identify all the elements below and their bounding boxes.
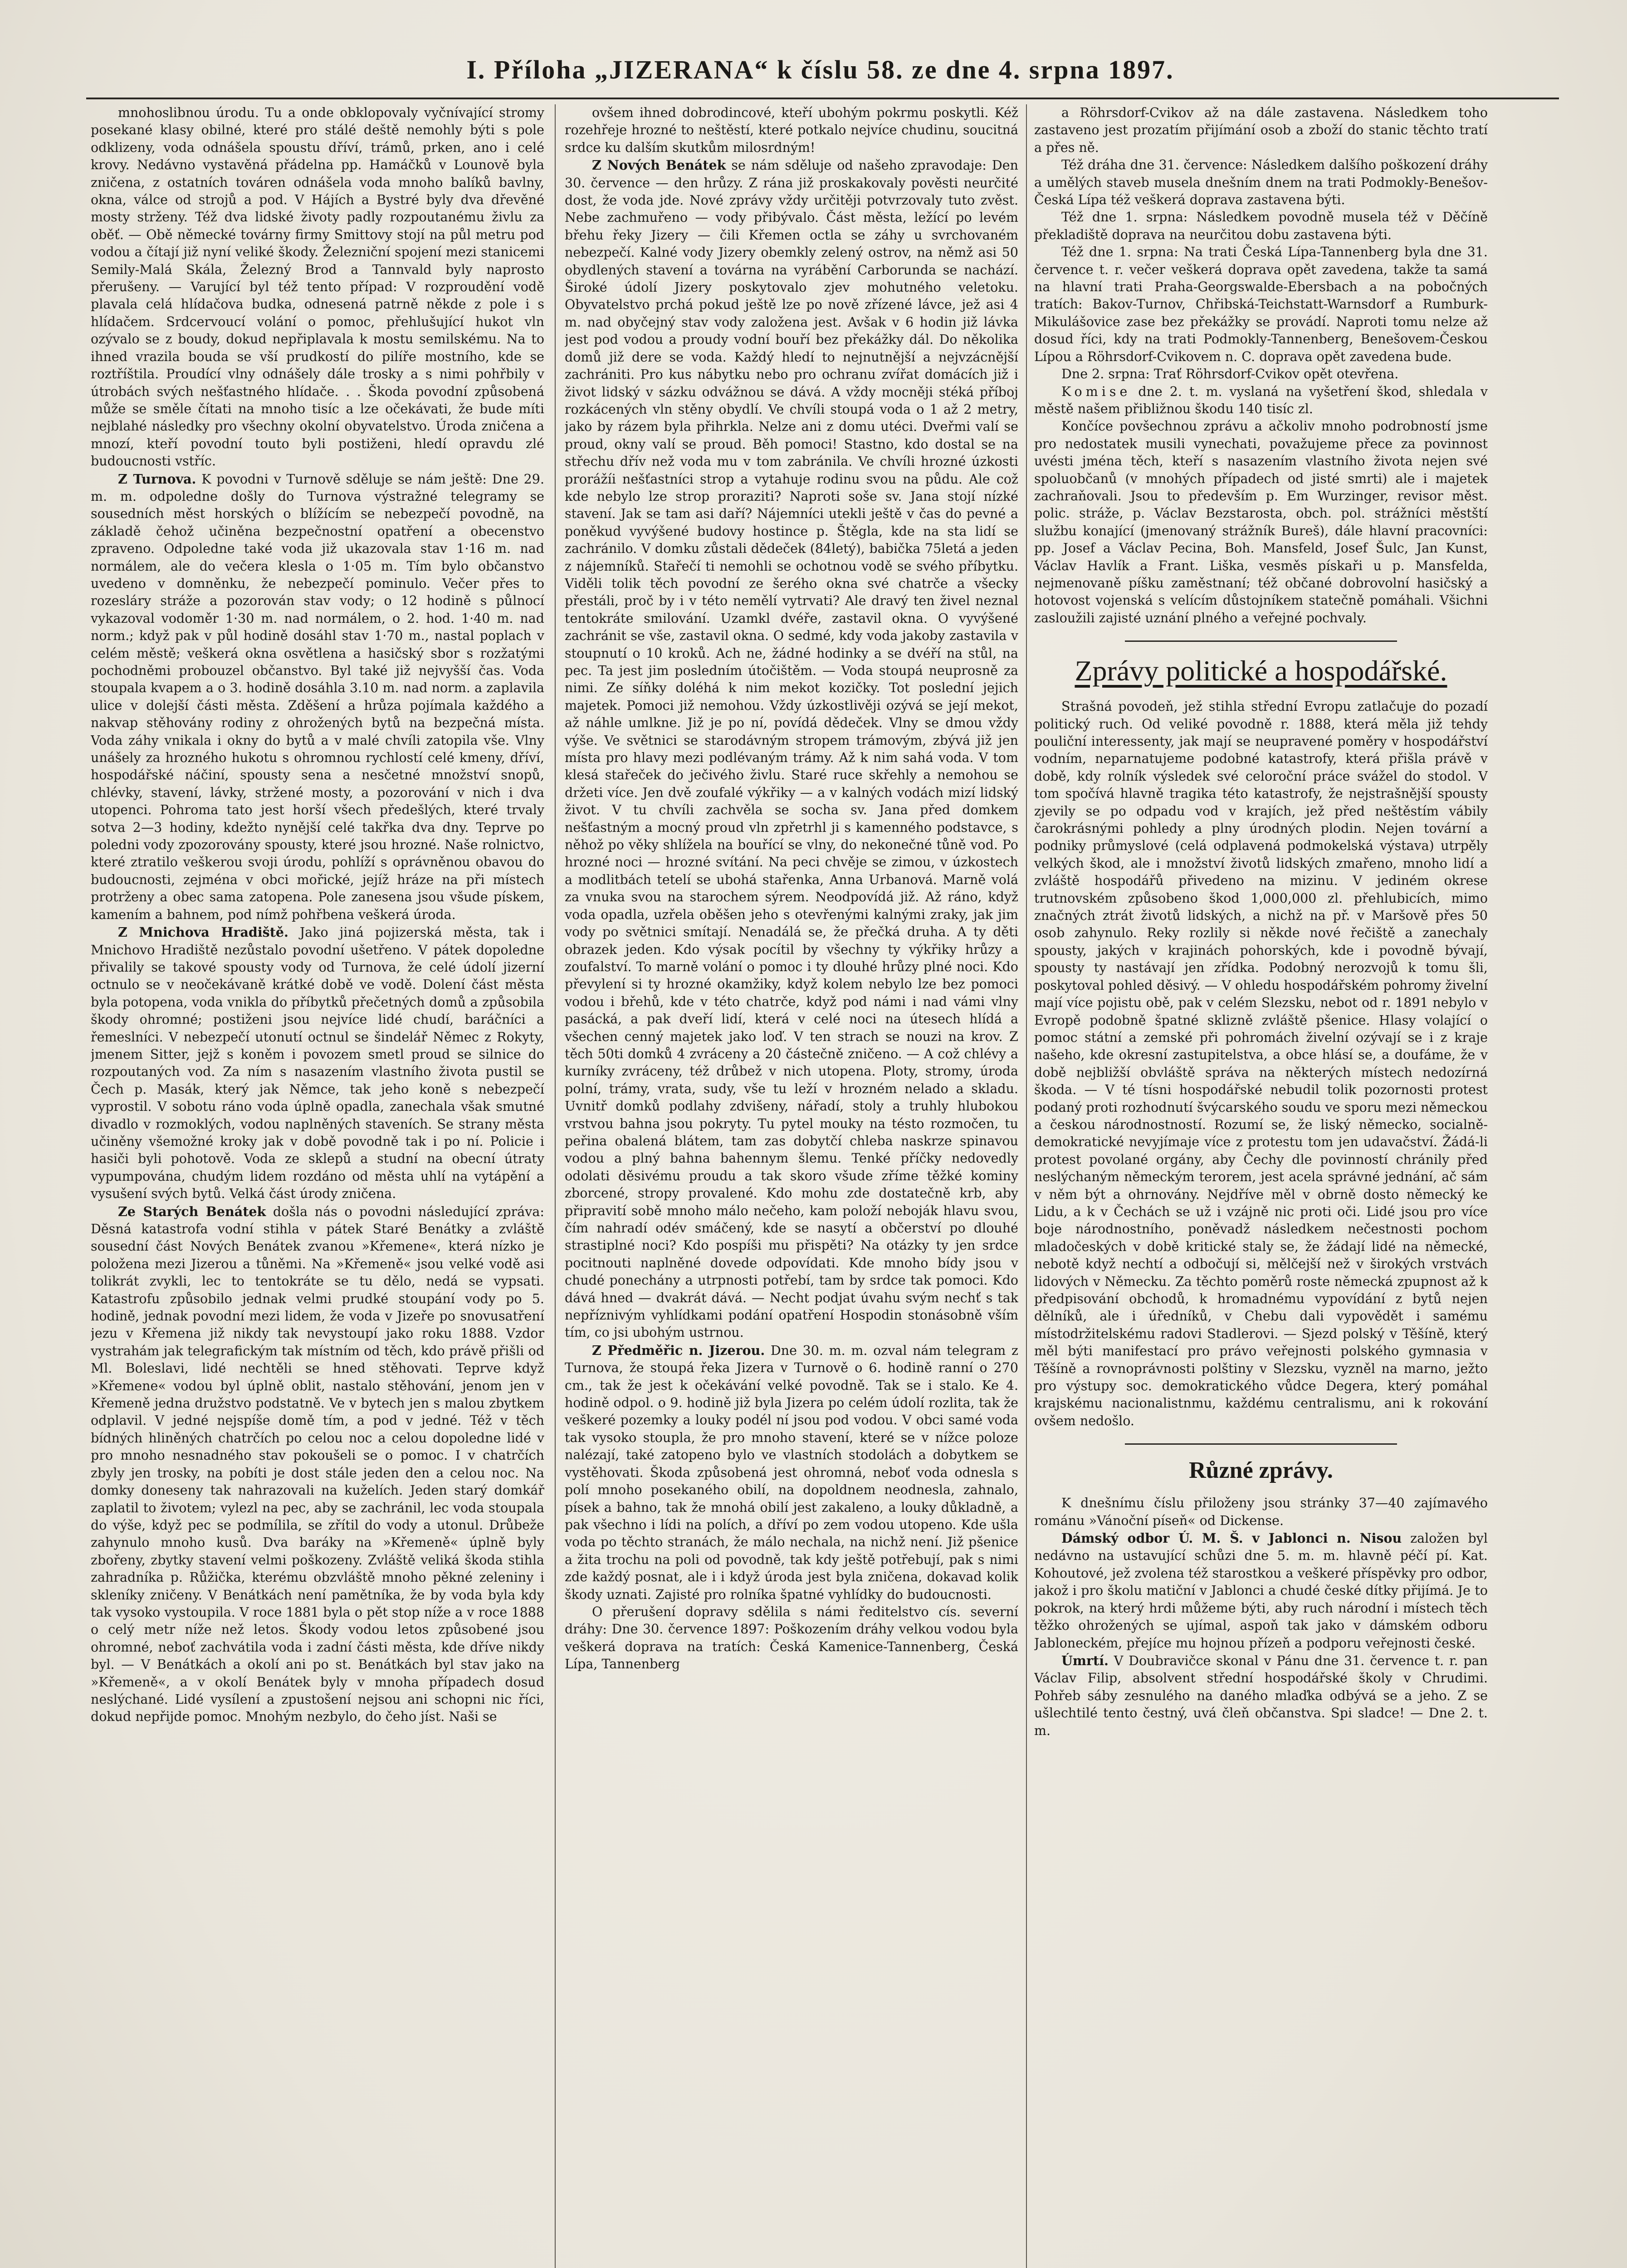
article-paragraph [565,156,1018,1342]
text-column-3 [1034,104,1488,2268]
page-title: I. Příloha „JIZERANA“ k číslu 58. ze dne 4. srpna 1897. [466,55,1174,84]
paragraph-text: ovšem ihned dobrodincové, kteří ubohým pokrmu poskytli. Kéž rozehřeje hrozné to neštěstí, které potkalo nejvíce chudinu, soucitná srdce ku dalším skutkům milosrdným! [565,105,1018,155]
article-paragraph [1034,698,1488,1430]
paragraph-text: Též dne 1. srpna: Následkem povodně musela též v Děčíně překladiště doprava na neurčitou dobu zastavena býti. [1034,210,1488,242]
article-heading: Z Předměřic n. Jizerou. [592,1342,765,1358]
article-paragraph [1034,209,1488,244]
spaced-lead: Komise [1061,384,1131,399]
column-divider [555,104,556,2268]
section-rule [1125,1443,1397,1445]
paragraph-text: O přerušení dopravy sdělila s námi ředitelstvo cís. severní dráhy: Dne 30. července 1897: Poškozením dráhy velkou vodou byla veškerá doprava na tratích: Česká Kamenice-Tannenberg, Česká Lípa, Tannenberg [565,1604,1018,1672]
article-heading: Dámský odbor Ú. M. Š. v Jablonci n. Nisou [1061,1530,1402,1546]
section-heading: Různé zprávy. [1189,1457,1333,1484]
section-rule [1125,640,1397,642]
article-paragraph [1034,366,1488,383]
article-paragraph [1034,104,1488,156]
paragraph-text: Též dráha dne 31. července: Následkem dalšího poškození dráhy a umělých staveb musela dnešním dnem na trati Podmokly-Benešov-Česká Lípa též veškerá doprava zastavena býti. [1034,157,1488,208]
header-rule [86,98,1559,99]
article-paragraph [1034,1530,1488,1652]
article-paragraph [565,104,1018,156]
paragraph-text: Strašná povodeň, jež stihla střední Evropu zatlačuje do pozadí politický ruch. Od veliké povodně r. 1888, která měla již tehdy pouliční interessenty, jak mají se neupravené poměry v hospodářství vodním, neparnatujeme podobné katastrofy, která přišla právě v době, kdy rolník výsledek své celoroční práce svážel do stodol. V tom spočívá hlavně tragika této katastrofy, že nejstrašnější spousty zjevily se po odpadu vod v krajích, jež před neštěstím vábily čarokrásnými pohledy a plny úrodných plodin. Nejen tovární a podniky průmyslové (celá odplavená podmokelská výstava) utrpěly velkých škod, ale i množství životů lidských zmařeno, mnoho lidí a zvláště hospodářů přivedeno na mizinu. V jediném okrese trutnovském způsobeno škod 1,000,000 zl. přehlubicích, mimo značných ztrát životů lidských, a nichž na př. v Maršově přes 50 osob zahynulo. Reky rozlily si někde nové řečiště a zanechaly spousty, jakých v krajinách pohorských, kde i povodně bývají, spousty ty nastávají jen zřídka. Podobný nerozvojů k tomu šli, poskytoval pohled děsivý. — V ohledu hospodářském pohromy živelní mají více pojistu obě, pak v celém Slezsku, nebot od r. 1891 nebylo v Evropě podobně špatné sklizně zvláště pšenice. Hlasy volající o pomoc státní a zemské při pohromách živelní ozývají se i z kraje našeho, kde okresní zastupitelstva, a obce hlásí se, a doufáme, že v době nejbližší obvláště správa na některých místech nedozírná škoda. — V té tísni hospodářské nebudil tolik pozornosti protest podaný proti rozhodnutí švýcarského soudu ve sporu mezi německou a českou národnostností. Rozumí se, že liský německo, socialně-demokratické nevyjímaje více z protestu tom jen udavačství. Žádá-li protest povolané orgány, aby Čechy dle povinností chránily před neslýchaným německým terorem, jest acela správné jednání, ač sám v něm být a ohrnovány. Nejdříve měl v obrně dosto německý ke Lidu, a k v Čechách se už i vzájně nic proti oči. Lidé jsou pro více boje národnostního, poněvadž následkem nečestnosti pochom mladočeských v době kritické staly se, že žádají lidé na německé, nebotě když nechtí a odbočují si, mělčejší než v širokých vrstvách lidových v Německu. Za těchto poměrů roste německá zpupnost až k předpisování obchodů, k hromadnému vypovídání z bytů nejen dělníků, ale i úředníků, v Chebu dali vypovědět i samému místodržitelskému radovi Stadlerovi. — Sjezd polský v Těšíně, který měl býti manifestací pro právo veřejnosti polského gymnasia v Těšíně a rovnoprávnosti polštiny v Slezsku, vyzněl na marno, ježto pro výstupy soc. demokratického vůdce Degera, který pomáhal krajskému nacionalistnmu, každému centralismu, ani k rokování ovšem nedošlo. [1034,699,1488,1428]
paragraph-text: Jako jiná pojizerská města, tak i Mnichovo Hradiště nezůstalo povodní ušetřeno. V pátek dopoledne přivalily se takové spousty vody od Turnova, že celé údolí jizerní octnulo se v neočekávaně krátké době ve vodě. Dolení část města byla potopena, voda vnikla do příbytků přečetných domů a způsobila škody ohromné; postiženi jsou nejvíce lidé chudí, baráčníci a řemeslníci. V nebezpečí utonutí octnul se šindelář Němec z Rokyty, jmenem Sitter, jejž s koněm i povozem smetl proud se silnice do rozpoutaných vod. Za ním s nasazením vlastního života pustil se Čech p. Masák, který jak Němce, tak jeho koně s nebezpečí vyprostil. V sobotu ráno voda úplně opadla, zanechala však smutné divadlo v rozmoklých, vodou naplněných staveních. Se strany města učiněny všemožné kroky jak v době povodně tak i po ní. Policie i hasiči byli pohotově. Voda ze sklepů a studní na obecní útraty vypumpována, chudým lidem rozdáno od města uhlí na vytápění a vysušení svých bytů. Velká část úrody zničena. [91,925,544,1202]
paragraph-text: Dne 2. srpna: Trať Röhrsdorf-Cvikov opět otevřena. [1061,367,1399,382]
article-heading: Úmrtí. [1061,1652,1109,1668]
paragraph-text: a Röhrsdorf-Cvikov až na dále zastavena. Následkem toho zastaveno jest prozatím přijímání osob a zboží do stanic těchto tratí a přes ně. [1034,105,1488,155]
paragraph-text: mnohoslibnou úrodu. Tu a onde obklopovaly vyčnívající stromy posekané klasy obilné, které pro stálé deště nemohly býti s pole odklizeny, voda odnášela spoustu dříví, trámů, prken, ano i celé krovy. Nedávno vystavěná přádelna pp. Hamáčků v Lounově byla zničena, z ostatních továren odnášela voda mnoho balíků bavlny, okna, válce od strojů a pod. V Hájích a Bystré byly dva dřevěné mosty strženy. Též dva lidské životy padly rozpoutanému živlu za oběť. — Obě německé továrny firmy Smittovy stojí na půl metru pod vodou a čítají již nyní veliké škody. Železniční spojení mezi stanicemi Semily-Malá Skála, Železný Brod a Tannvald byly naprosto přerušeny. — Varující byl též tento případ: V rozproudění vodě plavala celá hlídačova budka, odnesená patrně někde z pole i s hlídačem. Srdcervoucí volání o pomoc, přehlušující hukot vln ozývalo se z boudy, dokud nepřiplavala k mostu semilskému. Na to ihned vrazila bouda se vší prudkostí do pilíře mostního, kde se roztříštila. Proudící vlny odnášely dále trosky a s nimi pohřbily v útrobách svých nešťastného hlídače. . . Škoda povodní způsobená může se směle čítati na mnoho tisíc a lze očekávati, že bude míti nejblahé následky pro všechny okolní obyvatelstvo. Úroda zničena a mnozí, kteří povodní touto byli postiženi, hledí opravdu zlé budoucnosti vstříc. [91,105,544,469]
paragraph-text: založen byl nedávno na ustavující schůzi dne 5. m. m. hlavně péčí pí. Kat. Kohoutové, jež zvolena též starostkou a veškeré příspěvky pro odbor, jakož i pro školu matiční v Jablonci a chudé české dítky přijímá. Je to pokrok, na který hrdi můžeme býti, aby ruch národní i místech těch těžko ohrožených se ujímal, aspoň tak jako v dámském odboru Jabloneckém, přejíce mu hojnou přízeň a podporu veřejnosti české. [1034,1531,1488,1651]
article-heading: Z Mnichova Hradiště. [118,924,288,940]
paragraph-text: Končíce povšechnou zprávu a ačkoliv mnoho podrobností jsme pro nedostatek musili vynechati, považujeme přece za povinnost uvésti jména těch, kteří s nasazením vlastního života nejen své spoluobčanů (v mnohých případech od jisté smrti) ale i majetek zachraňovali. Jsou to především p. Em Wurzinger, revisor měst. polic. stráže, p. Václav Bezstarosta, obch. pol. strážníci městští službu konající (jmenovaný strážník Bureš), dále hlavní pracovníci: pp. Josef a Václav Pecina, Boh. Mansfeld, Josef Šulc, Jan Kunst, Václav Havlík a Frant. Liška, vesměs pískaři u p. Mansfelda, nejmenovaně píšku zaměstnaní; též občané dobrovolní hasičský a hotovost vojenská s velícím důstojníkem statečně pomáhali. Všichni zasloužili zajisté uznání plného a veřejné pochvaly. [1034,419,1488,626]
paragraph-text: K dnešnímu číslu přiloženy jsou stránky 37—40 zajímavého románu »Vánoční píseň« od Dickense. [1034,1496,1488,1528]
paragraph-text: Dne 30. m. m. ozval nám telegram z Turnova, že stoupá řeka Jizera v Turnově o 6. hodině ranní o 270 cm., tak že jest k očekávání velké povodně. Tak se i stalo. Ke 4. hodině odpol. o 9. hodině již byla Jizera po celém údolí rozlita, tak že veškeré pozemky a louky podél ní jsou pod vodou. V obci samé voda tak vysoko stoupla, že pro mnoho stavení, které se v nížce poloze nalézají, také zatopeno bylo ve vlastních stodolách a dobytkem se vystěhovati. Škoda způsobená jest ohromná, neboť voda odnesla s polí mnoho posekaného obilí, na dopoldnem neodnesla, zahnalo, písek a bahno, tak že mnohá obilí jest zakaleno, a louky důkladně, a pak všechno i lídi na polích, a dříví po zem vodou utopeno. Kde ušla voda po těchto stranách, že málo nechala, na nichž není. Již pšenice a žita trochu na poli od povodně, tak kdy ještě potřebují, pak s nimi zde každý posnat, ale i i když úroda jest byla zničena, dokavad kolik škody uznati. Zajisté pro rolníka špatné vyhlídky do budoucnosti. [565,1343,1018,1602]
article-paragraph [1034,383,1488,418]
text-column-1 [91,104,544,2268]
paragraph-text: dne 2. t. m. vyslaná na vyšetření škod, shledala v městě našem přibližnou škodu 140 tisíc zl. [1034,384,1488,416]
article-paragraph [91,104,544,470]
paragraph-text: se nám sděluje od našeho zpravodaje: Den 30. července — den hrůzy. Z rána již proskakovaly pověsti neurčité dost, že voda jde. Nové zprávy vždy určitěji potvrzovaly tuto zvěst. Nebe zachmuřeno — vody přibývalo. Část města, ležící po levém břehu řeky Jizery — čili Křemen octla se záhy u svrchovaném nebezpečí. Kalné vody Jizery obemkly zelený ostrov, na němž asi 50 obydlených stavení a továrna na vyrábění Carborunda se nachází. Široké údolí Jizery poskytovalo zjev mohutného veletoku. Obyvatelstvo prchá pokud ještě lze po nově zřízené lávce, jež asi 4 m. nad obyčejný stav vody založena jest. Avšak v 6 hodin již lávka jest pod vodou a proudy vodní bouří bez překážky dál. Do několika domů již dere se voda. Každý hledí to nejnutnější a nejvzácnější zachrániti. Pro kus nábytku nebo pro ochranu zvířat domácích již i život lidský v sázku odvážnou se dává. A vždy mocněji stéká příboj rozkácených vln stěny obydlí. Ve chvíli stoupá voda o 1 až 2 metry, jako by rázem byla přihrkla. Nelze ani z domu utéci. Dveřmi valí se proud, okny valí se proud. Běh pomoci! Stastno, kdo dostal se na střechu dřív než voda mu v tom zabránila. Ve chvíli hrozné úzkosti prorážíi nešťastníci strop a vytahuje rodinu svou na půdu. Ale což kde nebylo lze strop proraziti? Naproti soše sv. Jana stojí nízké stavení. Jak se tam asi daří? Nájemníci utekli ještě v čas do pevné a poněkud vyvýšené budovy hostince p. Štěgla, kde na sta lidí se zachránilo. V domku zůstali dědeček (84letý), babička 75letá a jeden z nájemníků. Stařečí ti nemohli se ochotnou vodě se svého příbytku. Viděli tolik těch povodní ze šerého okna své chatrče a všecky přestáli, proč by i v této nemělí vytrvati? Ale dravý ten živel neznal tentokráte smilování. Uzamkl dvéře, zastavil okna. O vyvýšené zachránit se vše, zastavil okna. O sedmé, kdy voda jakoby zastavila v stoupnutí o 10 kroků. Ach ne, žádné hodinky a se dvéří na stůl, na pec. Ta jest jim posledním útočištěm. — Voda stoupá neuprosně za nimi. Ze síňky doléhá k nim mekot kozičky. Tot poslední jejich majetek. Pomoci již nemohou. Vždy úzkostlivěji ozývá se její mekot, až náhle umlkne. Již je po ní, povídá dědeček. Vlny se dmou vždy výše. Ve světnici se starodávným stropem trámovým, zbývá již jen místa pro hlavy mezi podlévaným trámy. Až k nim sahá voda. V tom klesá stařeček do ječivého živlu. Staré ruce skřehly a nemohou se držeti více. Jen dvě zoufalé výkřiky — a v kalných vodách mizí lidský život. V tu chvíli zachvěla se socha sv. Jana před domkem nešťastným a mocný proud vln zpřetrhl ji s kamenného podstavce, s něhož po věky shlížela na bouřící se vlny, do nekonečné tůně vod. Po hrozné noci — hrozné svítání. Na peci chvěje se zimou, v úzkostech a modlitbách tetelí se ubohá stařenka, Anna Urbanová. Marně volá za vnuka svou na starochem sýrem. Neodpovídá již. Až ráno, když voda opadla, uzřela oběšen jeho s otevřenými kalnými zraky, jak jim vody po světnici smítají. Nenadálá se, že přečká druha. A ty děti obrazek jeden. Kdo výsak pocítil by všechny ty výkřiky hrůzy a zoufalství. To marně volání o pomoc i ty dlouhé hrůzy plné noci. Kdo převylení si ty hrozné okamžiky, když kolem nebylo lze bez pomoci vodou i břehů, kde v této chatrče, když pod námi i nad vámi vlny pasácká, a pak dveří lidí, která v celé noci na útesech hlídá a všechen cenný majetek jako loď. V ten strach se nouzi na krov. Z těch 50ti domků 4 zvráceny a 20 částečně zničeno. — A což chlévy a kurníky zvráceny, též drůbež v nich utopena. Ploty, stromy, úroda polní, trámy, vrata, sudy, vše tu leží v hrozném nelado a skladu. Uvnitř domků podlahy zdvišeny, nářadí, stoly a truhly hlubokou vrstvou bahna jsou pokryty. Tu pytel mouky na tésto rozmočen, tu peřina obalená blátem, tam zas dobytčí chleba naskrze spinavou vodou a plný bahna bahennym šlemu. Tenké příčky nedovedly odolati děsivému proudu a tak skoro všude zříme těžké kominy zborcené, stropy provalené. Kdo mohu zde dostatečně krb, aby připravití sobě mnoho málo nečeho, kam položí neboják hlavu svou, čím nahradí odév smáčený, kde se nasytí a občerství po dlouhé strastiplné noci? Kdo pospíši mu přispěti? Na otázky ty jen srdce pocitnouti naplněné dovede odpovídati. Kde mnoho bídy jsou v chudé ponechány a utrpnosti potřebí, tam by srdce tak pomoci. Kdo dává hned — dvakrát dává. — Necht podjat úvahu svým nechť s tak nepříznivým vyhlídkami podání opatření Hospodin stonásobně vším tím, co jsi ubohým ustrnou. [565,158,1018,1340]
paragraph-text: K povodni v Turnově sděluje se nám ještě: Dne 29. m. m. odpoledne došly do Turnova výstražné telegramy se sousedních měst horských o blížícím se nebezpečí povodně, na základě čehož učiněna bezpečnostní opatření a obecenstvo zpraveno. Odpoledne také voda již ukazovala stav 1·16 m. nad normálem, ale do večera klesla o 1·05 m. Tím bylo občanstvo uvedeno v domněnku, že nebezpečí pominulo. Večer přes to rozesláry stráže a pozorován stav vody; o 12 hodině s půlnocí vykazoval vodoměr 1·30 m. nad normálem, o 2. hod. 1·40 m. nad norm.; když pak v půl hodině dosáhl stav 1·70 m., nastal poplach v celém městě; veškerá okna osvětlena a hasičský sbor s rozžatými pochodněmi probouzel občanstvo. Byl také již nejvyšší čas. Voda stoupala kvapem a o 3. hodině dosáhla 3.10 m. nad norm. a zaplavila ulice v dolejší části města. Zděšení a hrůza pojímala každého a nakvap stěhovány rodiny z ohrožených bytů na bezpečná místa. Voda záhy vnikala i okny do bytů a v malé chvíli zatopila vše. Vlny unášely za hrozného hukotu s ohromnou rychlostí celé kmeny, dříví, hospodářské náčiní, spousty sena a nesčetné množství snopů, chlévky, stavení, lávky, stržené mosty, a pozorování v nich i dva utopenci. Pohroma tato jest horší všech předešlých, které trvaly sotva 2—3 hodiny, kdežto nynější celé takřka dva dny. Teprve po poledni vody zpozorovány spousty, které jsou hrozné. Naše rolnictvo, které ztratilo veškerou svoji úrodu, pohlíží s oprávněnou obavou do budoucnosti, zejména v obci mořické, jejíž hráze na při místech protrženy a obec sama zatopena. Pole zanesena jsou všude pískem, kamením a bahnem, pod nímž pohřbena veškerá úroda. [91,471,544,922]
article-paragraph [91,1203,544,1726]
article-paragraph [565,1342,1018,1603]
article-paragraph [91,470,544,924]
article-paragraph [1034,156,1488,209]
section-heading: Zprávy politické a hospodářské. [1075,655,1447,687]
text-column-2 [565,104,1018,2268]
article-paragraph [565,1603,1018,1673]
article-paragraph [91,924,544,1203]
article-paragraph [1034,418,1488,627]
column-divider [1026,104,1027,2268]
article-paragraph [1034,244,1488,366]
paragraph-text: Též dne 1. srpna: Na trati Česká Lípa-Tannenberg byla dne 31. července t. r. večer veškerá doprava opět zavedena, takže ta samá na hlavní trati Praha-Georgswalde-Ebersbach a na pobočných tratích: Bakov-Turnov, Chřibská-Teichstatt-Warnsdorf a Rumburk-Mikulášovice zase bez překážky se provádí. Naproti tomu nelze až dosud říci, kdy na trati Podmokly-Tannenberg, Benešovem-Českou Lípou a Röhrsdorf-Cvikovem n. C. doprava opět zavedena bude. [1034,244,1488,364]
article-heading: Z Nových Benátek [592,157,726,173]
article-heading: Z Turnova. [118,471,196,487]
article-paragraph [1034,1652,1488,1740]
article-paragraph [1034,1495,1488,1530]
paragraph-text: došla nás o povodni následující zpráva: Děsná katastrofa vodní stihla v pátek Staré Benátky a zvláště sousední část Nových Benátek zvanou »Křemene«, která nízko je položena mezi Jizerou a tůněmi. Na »Křemeně« jsou velké vodě asi tolikrát zvykli, lec to tentokráte se tu dělo, nedá se vypsati. Katastrofu způsobilo jednak velmi prudké stoupání vody po 5. hodině, jednak povodní mezi lidem, že voda v Jizeře po snovusatření jezu v Křemena již nikdy tak nevystoupí jako roku 1888. Vzdor vystrahám jak telegrafickým tak místním od těch, kdo právě přišli od Ml. Boleslavi, lidé nechtěli se hned stěhovati. Teprve když »Křemene« vodou byl úplně oblit, nastalo stěhování, jenom jen v Křemeně jedna družstvo podstatně. Ve v bytech jen s malou zbytkem odplavil. V jedné nejspíše domě tím, a pod v jedné. Též v těch bídných hliněných chatrčích po celou noc a celou dopoledne lidé v pro mnoho nesnadného stav pokoušeli se o pomoc. I v chatrčích zbyly jen trosky, na pobíti je dost stále jeden den a celou noc. Na domky doneseny tak nahrazovali na kuželích. Jeden starý domkář zaplatil to životem; vylezl na pec, aby se zachránil, lec voda stoupala do výše, když pec se podmílila, se zřítil do vody a utonul. Drůbeže zahynulo mnoho kusů. Dva baráky na »Křemeně« úplně byly zbořeny, zbytky stavení velmi poškozeny. Zvláště veliká škoda stihla zahradníka p. Růžička, kterému obzvláště mnoho pěkné zeleniny i skleníky zničeny. V Benátkách není pamětníka, že by voda byla kdy tak vysoko vystoupila. V roce 1881 byla o pět stop níže a v roce 1888 o celý metr níže než letos. Škody vodou letos způsobené jsou ohromné, neboť zachvátila voda i zadní části města, kde dříve nikdy byl. — V Benátkách a okolí ani po st. Benátkách byl stav jako na »Křemeně«, a v okolí Benátek byly v mnoha případech dosud neslýchané. Lidé vysílení a zpustošení nejsou ani schopni nic říci, dokud nepřijde pomoc. Mnohým nezbylo, do čeho jíst. Naši se [91,1204,544,1725]
article-heading: Ze Starých Benátek [118,1203,266,1219]
paragraph-text: V Doubravičce skonal v Pánu dne 31. července t. r. pan Václav Filip, absolvent střední hospodářské školy v Chrudimi. Pohřeb sáby zesnulého na daného mlaďka odbývá se a jeho. Z se ušlechtilé tento čestný, uvá čleň občanstva. Spi sladce! — Dne 2. t. m. [1034,1653,1488,1738]
